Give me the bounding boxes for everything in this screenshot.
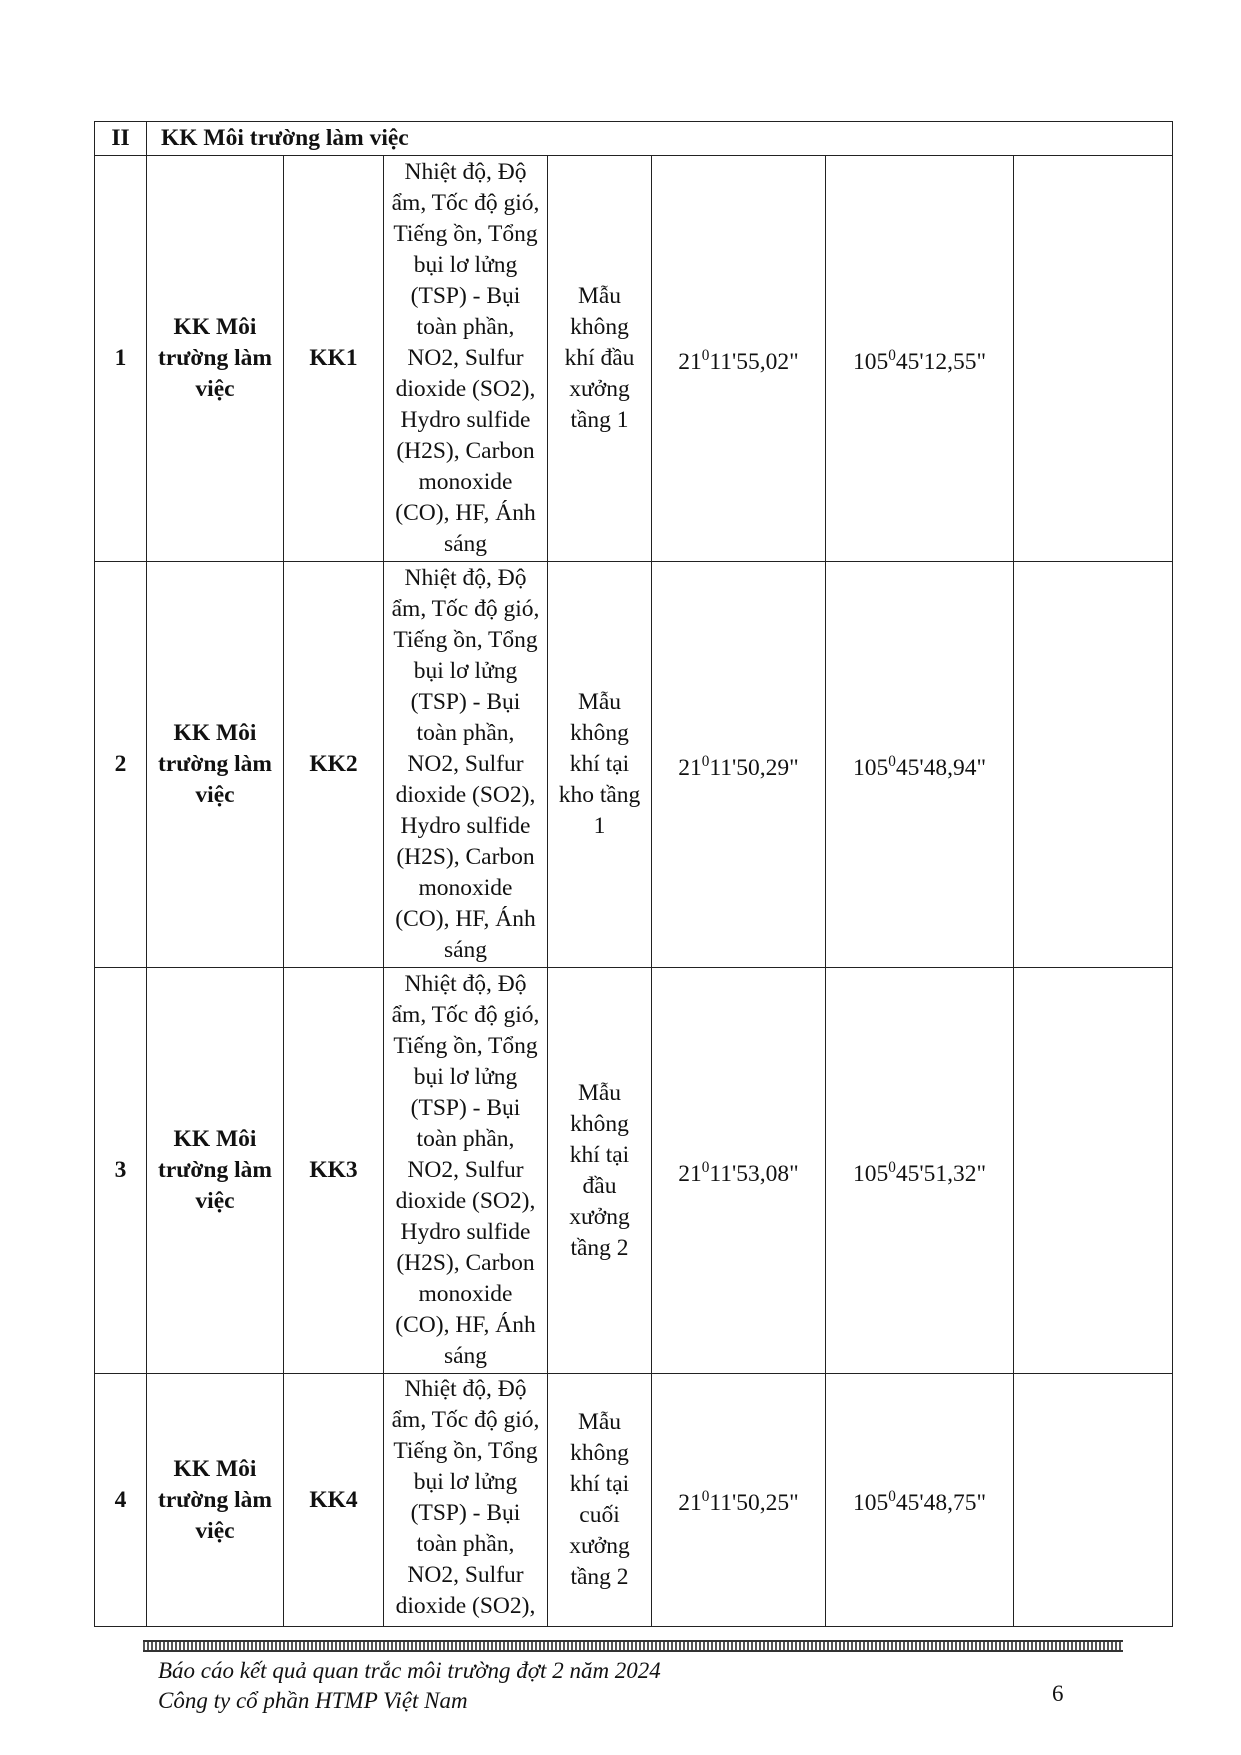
- monitoring-points-table: [94, 121, 1173, 1627]
- longitude-minutes-seconds: 45'12,55": [895, 348, 987, 375]
- table-row: [95, 968, 1173, 1374]
- longitude-degrees: 105: [852, 754, 889, 781]
- latitude-degrees: 21: [678, 1160, 702, 1187]
- table-row: [95, 562, 1173, 968]
- table-row: [95, 1374, 1173, 1627]
- note-cell: [1014, 968, 1173, 1374]
- note-cell: [1014, 562, 1173, 968]
- parameters-cell: Nhiệt độ, Độ ẩm, Tốc độ gió, Tiếng ồn, Tổng bụi lơ lửng (TSP) - Bụi toàn phần, NO2, Sulfur dioxide (SO2),: [384, 1374, 548, 1627]
- footer-company-name: Công ty cổ phần HTMP Việt Nam: [158, 1688, 468, 1713]
- row-number: 4: [95, 1374, 147, 1627]
- latitude: [652, 1374, 826, 1627]
- footer-report-title: Báo cáo kết quả quan trắc môi trường đợt 2 năm 2024: [158, 1658, 661, 1683]
- footer-divider: [143, 1640, 1123, 1652]
- longitude-degrees: 105: [852, 1489, 889, 1516]
- degree-symbol: 0: [701, 1158, 710, 1176]
- point-code: KK3: [284, 968, 384, 1374]
- longitude: [826, 1374, 1014, 1627]
- section-title: KK Môi trường làm việc: [147, 122, 1173, 156]
- degree-symbol: 0: [701, 1488, 710, 1506]
- point-name: KK Môi trường làm việc: [147, 156, 284, 562]
- page-number: 6: [1052, 1681, 1064, 1706]
- longitude-degrees: 105: [852, 348, 889, 375]
- latitude-minutes-seconds: 11'50,25": [709, 1489, 799, 1516]
- point-code: KK2: [284, 562, 384, 968]
- latitude-minutes-seconds: 11'50,29": [709, 754, 799, 781]
- latitude-degrees: 21: [678, 754, 702, 781]
- longitude: [826, 562, 1014, 968]
- latitude-minutes-seconds: 11'53,08": [709, 1160, 799, 1187]
- degree-symbol: 0: [888, 1158, 896, 1176]
- section-number: II: [95, 122, 147, 156]
- degree-symbol: 0: [888, 346, 896, 364]
- latitude: [652, 968, 826, 1374]
- point-name: KK Môi trường làm việc: [147, 1374, 284, 1627]
- location-description: Mẫu không khí tại đầu xưởng tầng 2: [548, 968, 652, 1374]
- table-row: [95, 156, 1173, 562]
- latitude-minutes-seconds: 11'55,02": [709, 348, 799, 375]
- point-code: KK4: [284, 1374, 384, 1627]
- row-number: 1: [95, 156, 147, 562]
- section-row: [95, 122, 1173, 156]
- longitude: [826, 156, 1014, 562]
- longitude-minutes-seconds: 45'48,75": [895, 1489, 987, 1516]
- degree-symbol: 0: [701, 752, 710, 770]
- longitude: [826, 968, 1014, 1374]
- longitude-degrees: 105: [852, 1160, 889, 1187]
- degree-symbol: 0: [888, 1488, 896, 1506]
- parameters-cell: Nhiệt độ, Độ ẩm, Tốc độ gió, Tiếng ồn, Tổng bụi lơ lửng (TSP) - Bụi toàn phần, NO2, Sulfur dioxide (SO2), Hydro sulfide (H2S), Carbon monoxide (CO), HF, Ánh sáng: [384, 156, 548, 562]
- longitude-minutes-seconds: 45'48,94": [895, 754, 987, 781]
- note-cell: [1014, 156, 1173, 562]
- row-number: 2: [95, 562, 147, 968]
- latitude-degrees: 21: [678, 1489, 702, 1516]
- location-description: Mẫu không khí tại cuối xưởng tầng 2: [548, 1374, 652, 1627]
- location-description: Mẫu không khí tại kho tầng 1: [548, 562, 652, 968]
- degree-symbol: 0: [701, 346, 710, 364]
- parameters-cell: Nhiệt độ, Độ ẩm, Tốc độ gió, Tiếng ồn, Tổng bụi lơ lửng (TSP) - Bụi toàn phần, NO2, Sulfur dioxide (SO2), Hydro sulfide (H2S), Carbon monoxide (CO), HF, Ánh sáng: [384, 562, 548, 968]
- point-code: KK1: [284, 156, 384, 562]
- latitude: [652, 562, 826, 968]
- latitude: [652, 156, 826, 562]
- location-description: Mẫu không khí đầu xưởng tầng 1: [548, 156, 652, 562]
- degree-symbol: 0: [888, 752, 896, 770]
- row-number: 3: [95, 968, 147, 1374]
- point-name: KK Môi trường làm việc: [147, 968, 284, 1374]
- point-name: KK Môi trường làm việc: [147, 562, 284, 968]
- latitude-degrees: 21: [678, 348, 702, 375]
- longitude-minutes-seconds: 45'51,32": [895, 1160, 987, 1187]
- parameters-cell: Nhiệt độ, Độ ẩm, Tốc độ gió, Tiếng ồn, Tổng bụi lơ lửng (TSP) - Bụi toàn phần, NO2, Sulfur dioxide (SO2), Hydro sulfide (H2S), Carbon monoxide (CO), HF, Ánh sáng: [384, 968, 548, 1374]
- note-cell: [1014, 1374, 1173, 1627]
